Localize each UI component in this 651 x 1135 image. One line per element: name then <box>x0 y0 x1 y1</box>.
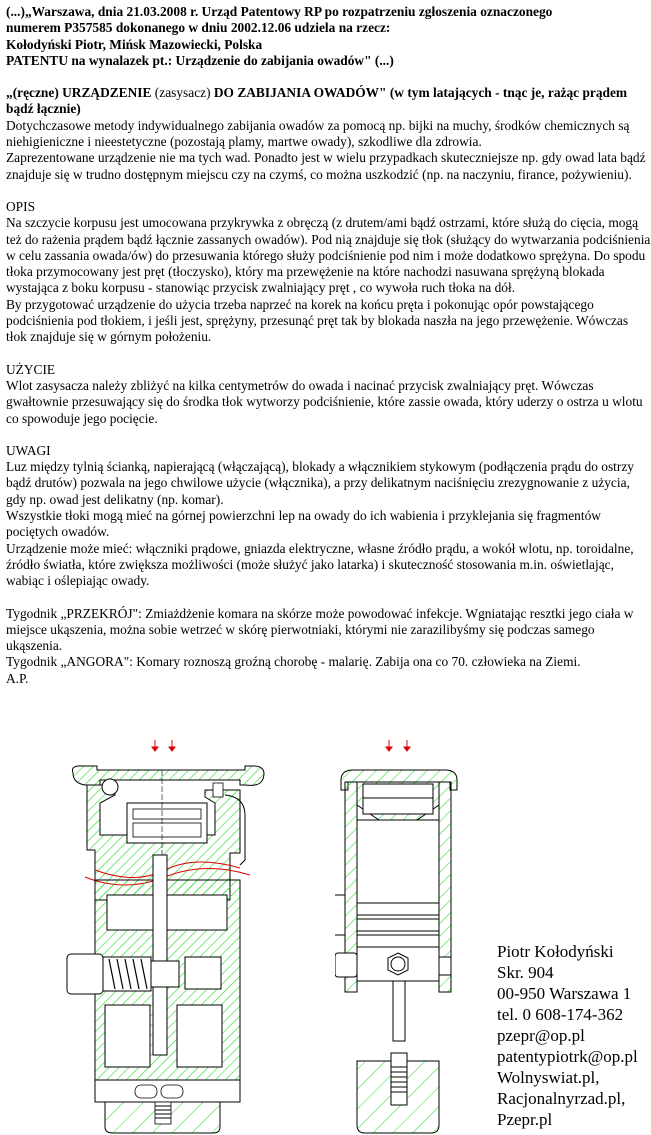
quote-przekroj: Tygodnik „PRZEKRÓJ": Zmiażdżenie komara na skórze może powodować infekcje. Wgniatając resztki jego ciała w miejsce ukąszenia, można sobie wetrzeć w skórę pierwotniaki, którymi nie zarazilibyśmy się podczas samego ukąszenia. <box>6 605 634 654</box>
section-paragraph: By przygotować urządzenie do użycia trzeba naprzeć na korek na końcu pręta i pokonując opór powstającego podciśnienia pod tłokiem, i jeśli jest, sprężyny, przesunąć pręt tak by blokada naszła na jego przewężenie. Wówczas tłok znajduje się w górnym położeniu. <box>6 296 629 345</box>
section-heading-uzycie: UŻYCIE <box>6 361 56 377</box>
quote-signature: A.P. <box>6 670 29 686</box>
title-part: URZĄDZENIE <box>62 85 152 101</box>
intro-paragraph: Dotychczasowe metody indywidualnego zabijania owadów za pomocą np. bijki na muchy, środków chemicznych są niehigieniczne i nieestetyczne (pozostają plamy, martwe owady), szkodliwe dla zdrowia. <box>6 117 630 150</box>
contact-website[interactable]: Wolnyswiat.pl, <box>497 1068 600 1087</box>
device-cross-section-left <box>55 735 290 1135</box>
airflow-arrow-icon <box>152 740 175 751</box>
contact-email[interactable]: pzepr@op.pl <box>497 1026 585 1045</box>
section-paragraph: Wszystkie tłoki mogą mieć na górnej powierzchni lep na owady do ich wabienia i przyklejania się fragmentów pociętych owadów. <box>6 508 601 540</box>
title-part: (w tym latających - tnąc je, rażąc prądem bądź łącznie) <box>6 85 628 117</box>
contact-website[interactable]: Pzepr.pl <box>497 1110 553 1129</box>
title-part: DO ZABIJANIA OWADÓW" <box>213 85 387 101</box>
section-paragraph: Urządzenie może mieć: włączniki prądowe, gniazda elektryczne, własne źródło prądu, a wokół wlotu, np. toroidalne, źródło światła, które zwiększa możliwości (może służyć jako latarka) i skuteczność stosowania m.in. oświetlając, wabiąc i oślepiając owady. <box>6 540 634 589</box>
contact-email[interactable]: patentypiotrk@op.pl <box>497 1047 638 1066</box>
document <box>6 4 651 687</box>
contact-phone: tel. 0 608-174-362 <box>497 1005 624 1024</box>
title-part: „(ręczne) <box>6 85 63 101</box>
contact-city: 00-950 Warszawa 1 <box>497 984 632 1003</box>
contact-block <box>497 941 638 1130</box>
device-cross-section-right <box>335 735 460 1135</box>
section-heading-uwagi: UWAGI <box>6 442 51 458</box>
section-heading-opis: OPIS <box>6 198 36 214</box>
section-paragraph: Na szczycie korpusu jest umocowana przykrywka z obręczą (z drutem/ami bądź ostrzami, które służą do cięcia, mogą też do rażenia prądem bądź łącznie zassanych owadów). Pod nią znajduje się tłok (służący do wytwarzania podciśnienia w celu zassania owada/ów) do przesuwania którego służy podciśnienie pod nim i może dodatkowo sprężyna. Do spodu tłoka przymocowany jest pręt (tłoczysko), który ma przewężenie na które nachodzi nasuwana sprężyną blokada wystająca z boku korpusu - stanowiąc przycisk zwalniający pręt , co wywoła ruch tłoka na dół. <box>6 215 651 296</box>
title-part: (zasysacz) <box>151 85 214 101</box>
header-line: numerem P357585 dokonanego w dniu 2002.12.06 udziela na rzecz: <box>6 20 391 36</box>
section-paragraph: Wlot zasysacza należy zbliżyć na kilka centymetrów do owada i nacinać przycisk zwalniający pręt. Wówczas gwałtownie przesuwający się do środka tłok wytworzy podciśnienie, które zassie owada, który uderzy o ostrza u wlotu co spowoduje jego pocięcie. <box>6 377 643 426</box>
header-line: Kołodyński Piotr, Mińsk Mazowiecki, Polska <box>6 36 263 52</box>
quote-angora: Tygodnik „ANGORA": Komary roznoszą groźną chorobę - malarię. Zabija ona co 70. człowieka na Ziemi. <box>6 654 581 670</box>
airflow-arrow-icon <box>386 740 410 751</box>
header-line: (...)„Warszawa, dnia 21.03.2008 r. Urząd Patentowy RP po rozpatrzeniu zgłoszenia oznaczonego <box>6 4 553 19</box>
contact-website[interactable]: Racjonalnyrzad.pl, <box>497 1089 626 1108</box>
contact-box: Skr. 904 <box>497 963 554 982</box>
intro-paragraph: Zaprezentowane urządzenie nie ma tych wad. Ponadto jest w wielu przypadkach skuteczniejsze np. gdy owad lata bądź znajduje się w trudno dostępnym miejscu czy na czymś, co można uszkodzić (np. na naczyniu, firance, pożywieniu). <box>6 150 646 182</box>
header-line: PATENTU na wynalazek pt.: Urządzenie do zabijania owadów" (...) <box>6 52 394 68</box>
contact-name: Piotr Kołodyński <box>497 942 614 961</box>
section-paragraph: Luz między tylnią ścianką, napierającą (włączającą), blokady a włącznikiem stykowym (podłączenia prądu do ostrzy bądź drutów) pozwala na jego chwilowe użycie (włącznika), a przy delikatnym naciśnięciu zrezygnowanie z użycia, gdy np. owad jest delikatny (np. komar). <box>6 459 634 507</box>
patent-header <box>6 4 651 69</box>
invention-title <box>6 85 651 118</box>
